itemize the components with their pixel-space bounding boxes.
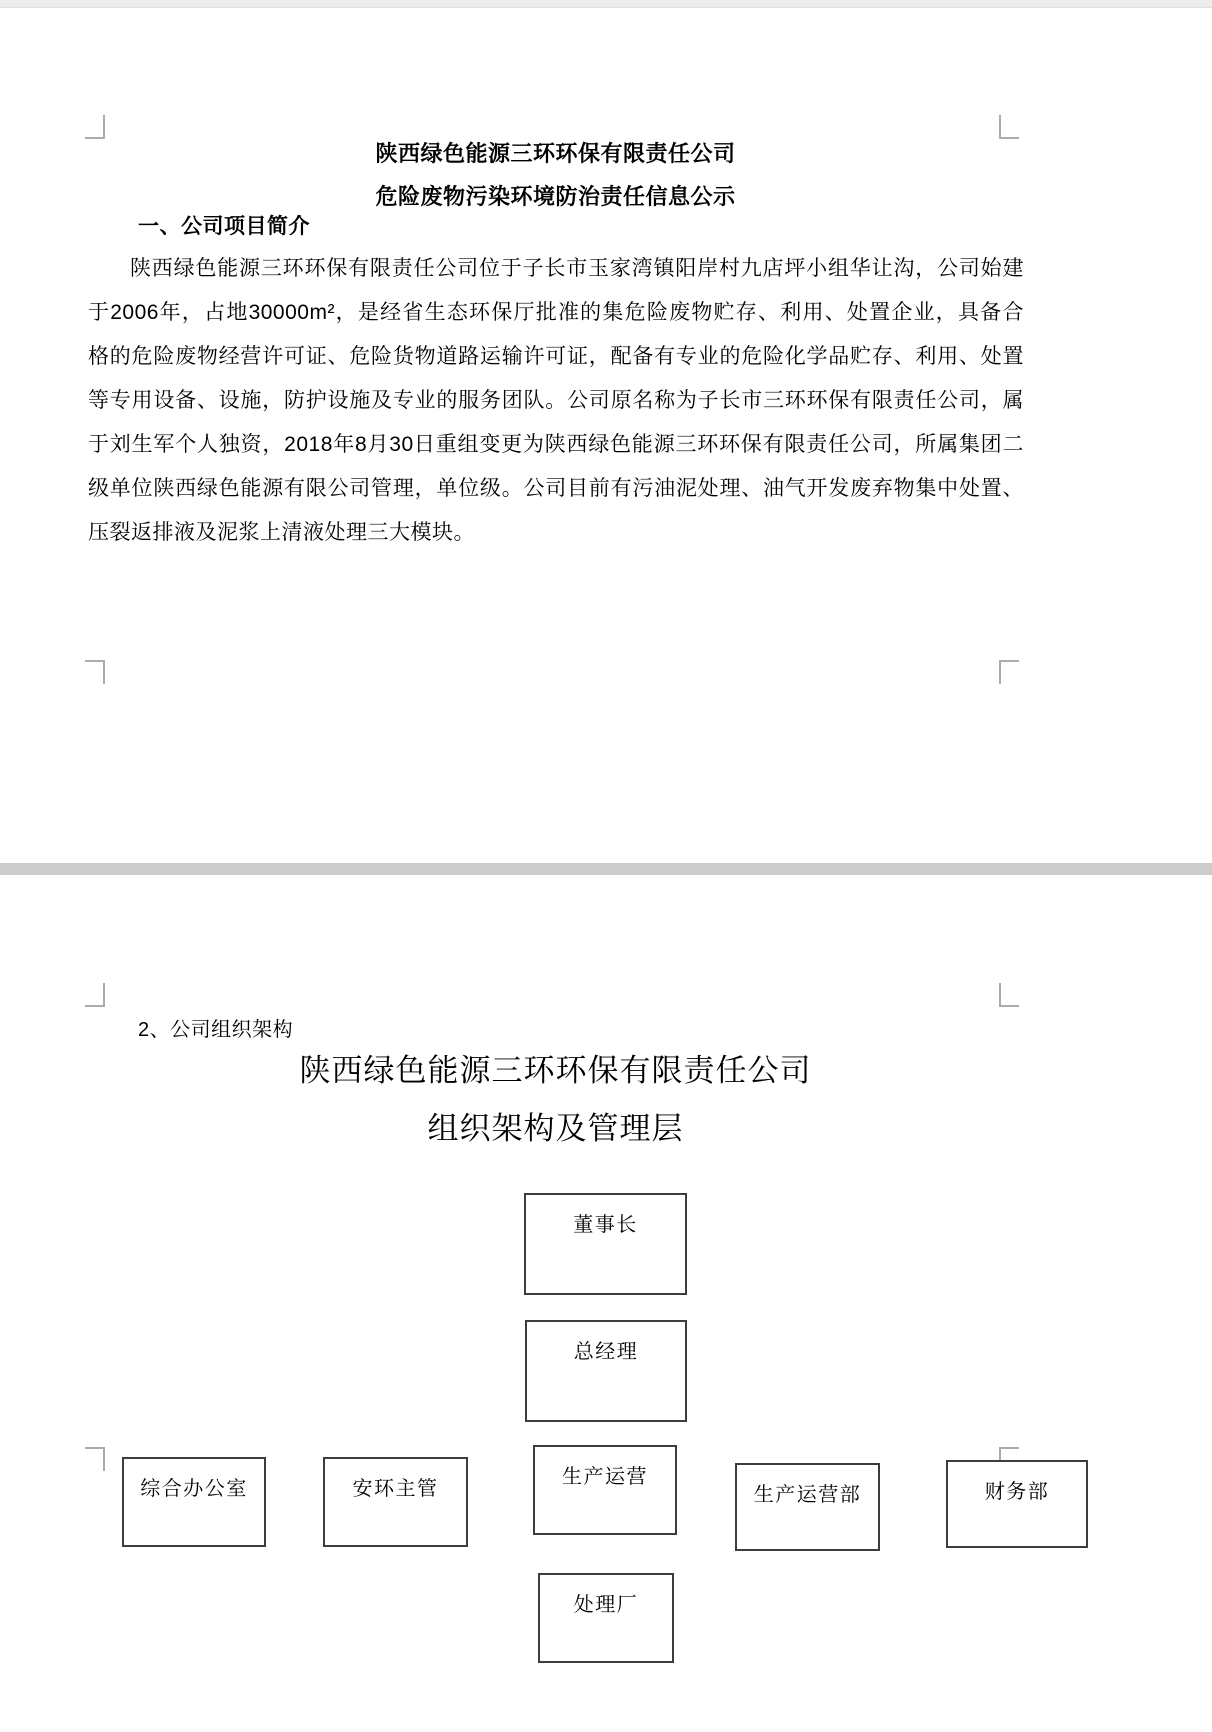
doc-title-line-2: 危险废物污染环境防治责任信息公示	[375, 184, 736, 209]
paragraph-line: 级单位陕西绿色能源有限公司管理，单位级。公司目前有污油泥处理、油气开发废弃物集中处置、	[88, 477, 1024, 500]
org-node-finance-dept: 财务部	[946, 1460, 1088, 1548]
doc-title-line-1: 陕西绿色能源三环环保有限责任公司	[375, 141, 736, 166]
paragraph-line: 格的危险废物经营许可证、危险货物道路运输许可证，配备有专业的危险化学品贮存、利用、处置	[88, 345, 1024, 368]
crop-mark-p1-top-right	[999, 115, 1019, 139]
paragraph-line: 陕西绿色能源三环环保有限责任公司位于子长市玉家湾镇阳岸村九店坪小组华让沟，公司始建	[130, 257, 1024, 280]
company-intro-paragraph	[88, 247, 1024, 555]
org-chart-title-line-2: 组织架构及管理层	[427, 1111, 684, 1146]
org-node-safety-env-supervisor: 安环主管	[323, 1457, 468, 1547]
org-chart-title-line-1: 陕西绿色能源三环环保有限责任公司	[299, 1053, 812, 1088]
crop-mark-p2-top-right	[999, 983, 1019, 1007]
org-node-production-operation: 生产运营	[533, 1445, 677, 1535]
org-node-treatment-plant: 处理厂	[538, 1573, 674, 1663]
org-node-chairman: 董事长	[524, 1193, 687, 1295]
section-1-heading: 一、公司项目简介	[138, 215, 310, 238]
org-node-general-manager: 总经理	[525, 1320, 687, 1422]
paragraph-line: 于2006年，占地30000m²，是经省生态环保厅批准的集危险废物贮存、利用、处置企业，具备合	[88, 301, 1024, 324]
section-2-heading: 2、公司组织架构	[138, 1019, 294, 1041]
paragraph-line: 压裂返排液及泥浆上清液处理三大模块。	[88, 521, 475, 544]
window-top-strip	[0, 0, 1212, 8]
page-separator	[0, 863, 1212, 875]
crop-mark-p1-bottom-right	[999, 660, 1019, 684]
org-node-production-operation-dept: 生产运营部	[735, 1463, 880, 1551]
paragraph-line: 等专用设备、设施，防护设施及专业的服务团队。公司原名称为子长市三环环保有限责任公司，属	[88, 389, 1024, 412]
crop-mark-p1-top-left	[85, 115, 105, 139]
paragraph-line: 于刘生军个人独资，2018年8月30日重组变更为陕西绿色能源三环环保有限责任公司，所属集团二	[88, 433, 1024, 456]
org-node-general-office: 综合办公室	[122, 1457, 266, 1547]
crop-mark-p1-bottom-left	[85, 660, 105, 684]
crop-mark-p2-bottom-left	[85, 1447, 105, 1471]
crop-mark-p2-top-left	[85, 983, 105, 1007]
